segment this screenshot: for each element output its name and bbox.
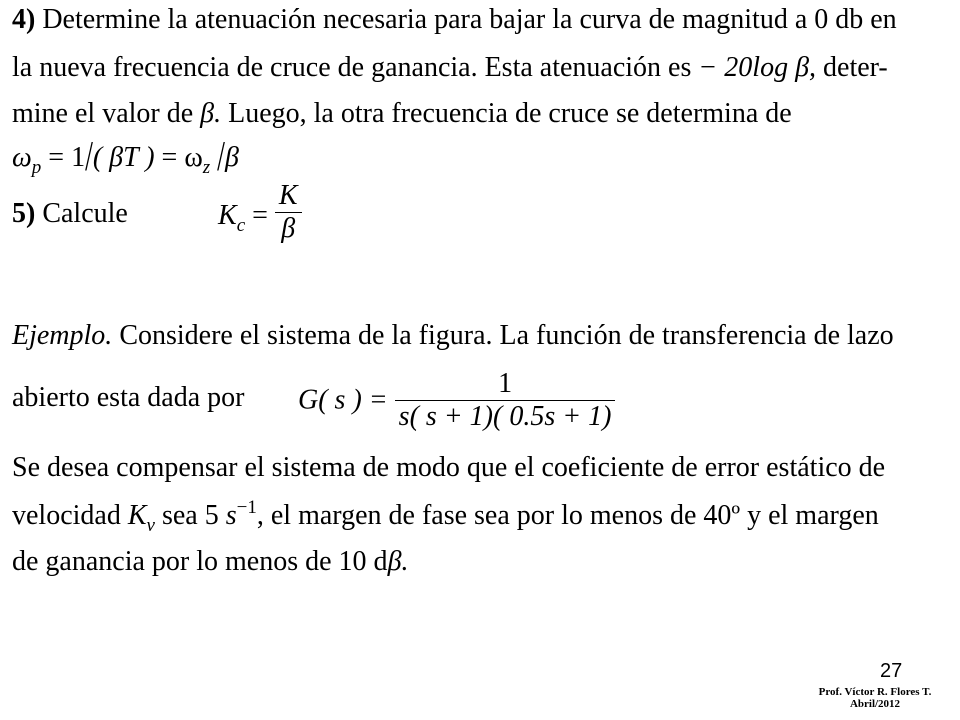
g-numerator: 1 [498,368,513,399]
kc-fraction [275,180,302,245]
author-name: Prof. Víctor R. Flores T. [818,686,932,698]
author-credit [800,686,950,710]
page-number: 27 [880,660,903,682]
kc-equals: = [252,199,268,231]
beta-t: ( βT ) [92,142,155,173]
step5-number: 5) [12,198,36,229]
example-text-3: Se desea compensar el sistema de modo que el coeficiente de error estático de [12,452,886,483]
example-heading: Ejemplo. [12,320,113,351]
s-unit: s [225,500,237,531]
equals-one: = 1 [48,142,86,173]
example-line4 [12,497,879,536]
step4-number: 4) [12,4,36,35]
omega-p-subscript: p [31,157,42,178]
step4-text-2b: deter- [823,52,888,83]
example-line2 [12,382,244,414]
transfer-function [298,368,615,433]
step4-text-1: Determine la atenuación necesaria para bajar la curva de magnitud a 0 db en [42,4,897,35]
example-line3 [12,452,885,484]
step4-line3 [12,98,792,130]
example-line1 [12,320,894,352]
step4-line2 [12,52,888,84]
slash-2: / [217,134,225,181]
kc-numerator: K [278,180,298,211]
step4-text-3a: mine el valor de [12,98,194,129]
credit-date: Abril/2012 [849,698,901,710]
kc-formula [218,180,302,245]
beta: β [224,142,239,173]
g-denominator: s( s + 1)( 0.5s + 1) [398,401,612,432]
example-text-2: abierto esta dada por [12,382,245,413]
step5-label: Calcule [42,198,128,229]
kv-subscript: v [146,515,155,536]
example-text-1: Considere el sistema de la figura. La función de transferencia de lazo [119,320,894,351]
step4-text-2a: la nueva frecuencia de cruce de ganancia. Esta atenuación es [12,52,692,83]
step5-line [12,198,128,230]
example-text-4c: , el margen de fase sea por lo menos de 40º y el margen [256,500,879,531]
step4-line1 [12,4,897,36]
kc-subscript: c [236,214,246,236]
example-text-5a: de ganancia por lo menos de 10 d [12,546,388,577]
equals-omega: = ω [161,142,203,173]
omega-z-subscript: z [202,157,211,178]
omega-p-formula [12,134,239,181]
kc-denominator: β [281,213,296,244]
attenuation-formula: − 20log β, [698,52,817,83]
g-fraction [395,368,616,433]
example-text-4b: sea 5 [161,500,219,531]
omega-p: ω [12,142,32,173]
g-lhs: G( s ) = [298,384,388,416]
kc-lhs: K [218,199,237,231]
s-exponent: −1 [236,497,257,518]
slash-1: / [85,134,93,181]
kv: K [127,500,147,531]
beta-symbol: β. [200,98,222,129]
example-line5 [12,546,409,578]
step4-text-3b: Luego, la otra frecuencia de cruce se determina de [228,98,792,129]
example-text-4a: velocidad [12,500,121,531]
db-beta: β. [387,546,409,577]
